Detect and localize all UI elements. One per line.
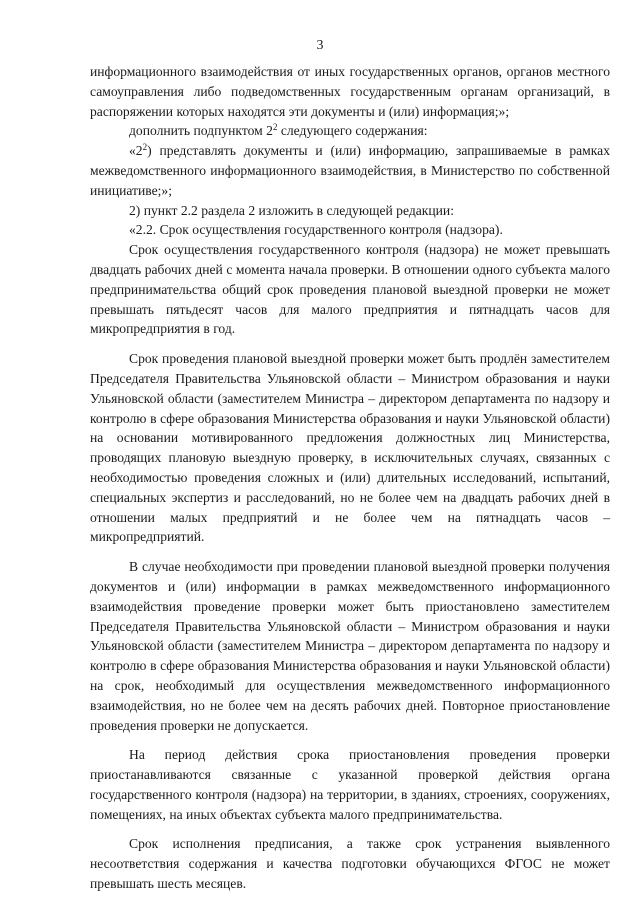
paragraph-term-extension: Срок проведения плановой выездной проверки может быть продлён заместителем Председателя Правительства Ульяновской области – Министром образования и науки Ульяновской области (заместителем Министра – директором департамента по надзору и контролю в сфере образования Министерства образования и науки Ульяновской области) на основании мотивированного предложения должностных лиц Министерства, проводящих плановую выездную проверку, в исключительных случаях, связанных с необходимостью проведения сложных и (или) длительных исследований, испытаний, специальных экспертиз и расследований, но не более чем на двадцать рабочих дней в отношении малых предприятий и не более чем на пятнадцать часов – микропредприятий.	[90, 351, 610, 545]
paragraph-amend-clause: 2) пункт 2.2 раздела 2 изложить в следующей редакции:	[129, 202, 454, 218]
paragraph-suspension: В случае необходимости при проведении плановой выездной проверки получения документов и (или) информации в рамках межведомственного информационного взаимодействия проведение проверки может быть приостановлено заместителем Председателя Правительства Ульяновской области – Министром образования и науки Ульяновской области (заместителем Министра – директором департамента по надзору и контролю в сфере образования Министерства образования и науки Ульяновской области) на срок, необходимый для осуществления межведомственного информационного взаимодействия, но не более чем на десять рабочих дней. Повторное приостановление проведения проверки не допускается.	[90, 559, 610, 733]
paragraph-clause-heading: «2.2. Срок осуществления государственного контроля (надзора).	[129, 222, 503, 238]
paragraph-text-after: следующего содержания:	[277, 123, 428, 139]
paragraph-control-term: Срок осуществления государственного контроля (надзора) не может превышать двадцать рабочих дней с момента начала проверки. В отношении одного субъекта малого предпринимательства общий срок проведения плановой выездной проверки не может превышать пятьдесят часов для малого предприятия и пятнадцать часов для микропредприятия в год.	[90, 242, 610, 337]
paragraph-continuation: информационного взаимодействия от иных государственных органов, органов местного самоуправления либо подведомственных государственным органам организаций, в распоряжении которых находятся эти документы и (или) информация;»;	[90, 64, 610, 119]
paragraph-text-before: дополнить подпунктом 2	[129, 123, 273, 139]
superscript: 2	[272, 122, 278, 133]
paragraph-subpoint-2-2	[90, 141, 610, 200]
paragraph-suspension-effect: На период действия срока приостановления проведения проверки приостанавливаются связанные с указанной проверкой действия органа государственного контроля (надзора) на территории, в зданиях, строениях, сооружениях, помещениях, на иных объектах субъекта малого предпринимательства.	[90, 747, 610, 822]
superscript: 2	[142, 142, 148, 153]
paragraph-order-term: Срок исполнения предписания, а также срок устранения выявленного несоответствия содержания и качества подготовки обучающихся ФГОС не может превышать шесть месяцев.	[90, 836, 610, 892]
paragraph-text-before: «2	[129, 143, 143, 159]
paragraph-add-subpoint	[90, 121, 610, 141]
document-body	[90, 62, 610, 894]
page-number: 3	[316, 38, 324, 53]
paragraph-text-after: ) представлять документы и (или) информацию, запрашиваемые в рамках межведомственного информационного взаимодействия, в Министерство по собственной инициативе;»;	[90, 143, 610, 198]
